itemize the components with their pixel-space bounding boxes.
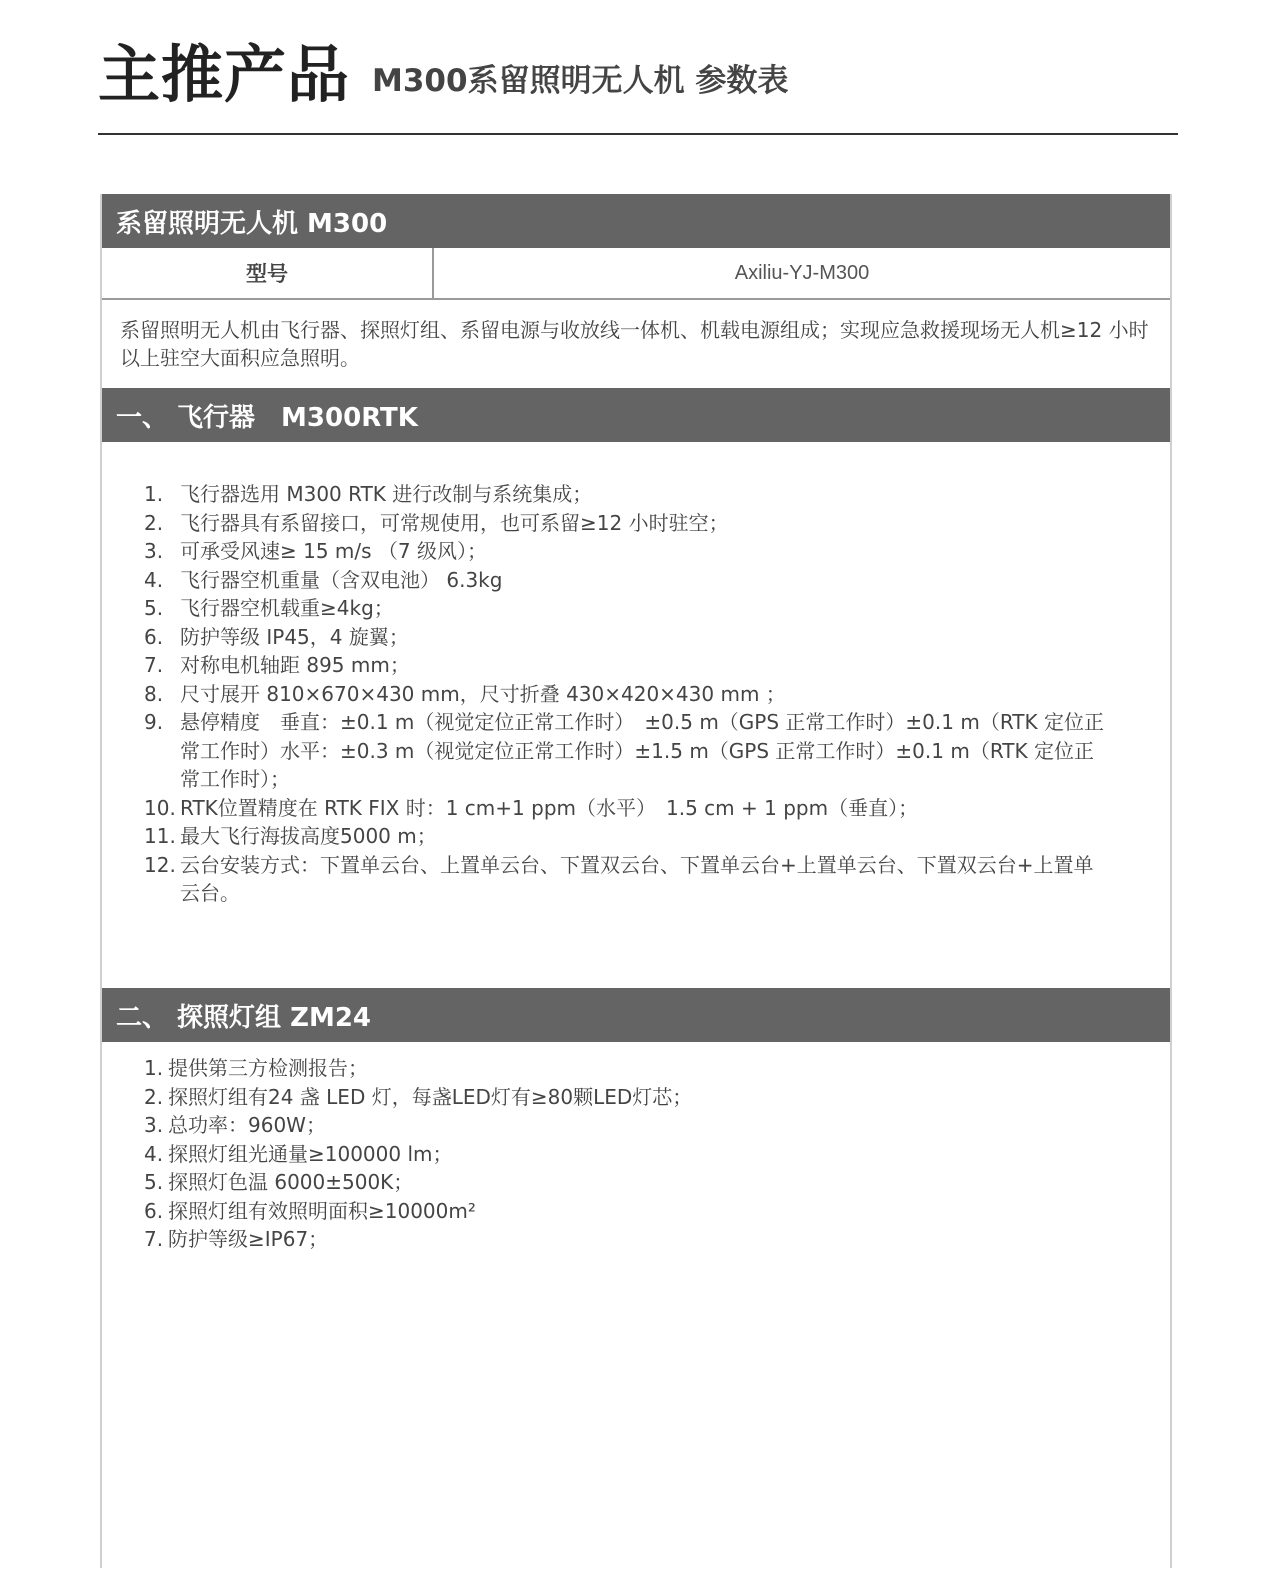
- item-text: 防护等级 IP45，4 旋翼；: [180, 624, 409, 649]
- list-item: [144, 680, 1110, 709]
- list-item: [144, 1083, 1110, 1112]
- item-number: 6.: [144, 624, 164, 649]
- list-item: [144, 594, 1110, 623]
- list-item: [144, 851, 1110, 908]
- spec-sheet: [100, 194, 1172, 1568]
- page-title: 主推产品: [98, 38, 351, 111]
- item-number: 2.: [144, 510, 164, 535]
- item-text: 探照灯组光通量≥100000 lm；: [168, 1141, 453, 1166]
- item-number: 5.: [144, 596, 164, 620]
- section-1-header: 一、 飞行器 M300RTK: [102, 388, 1170, 442]
- list-item: [144, 1197, 1110, 1226]
- list-item: [144, 794, 1110, 823]
- list-item: [144, 1225, 1110, 1254]
- model-value: Axiliu-YJ-M300: [734, 261, 870, 284]
- item-text: 云台安装方式：下置单云台、上置单云台、下置双云台、下置单云台+上置单云台、下置双云台+上置单云台。: [180, 852, 1094, 905]
- page-subtitle: M300系留照明无人机 参数表: [372, 63, 789, 99]
- item-text: 对称电机轴距 895 mm；: [180, 653, 410, 677]
- item-text: 飞行器选用 M300 RTK 进行改制与系统集成；: [180, 482, 593, 506]
- list-item: [144, 480, 1110, 509]
- list-item: [144, 822, 1110, 851]
- item-number: 1.: [144, 1056, 164, 1080]
- item-number: 7.: [144, 1227, 164, 1251]
- model-row: [102, 248, 1170, 300]
- list-item: [144, 1168, 1110, 1197]
- item-text: 可承受风速≥ 15 m/s （7 级风）；: [180, 539, 488, 563]
- item-number: 4.: [144, 1141, 164, 1166]
- item-text: 提供第三方检测报告；: [168, 1056, 368, 1080]
- table-title: 系留照明无人机 M300: [102, 194, 1170, 248]
- item-number: 10.: [144, 795, 176, 820]
- intro-text: 系留照明无人机由飞行器、探照灯组、系留电源与收放线一体机、机载电源组成；实现应急救援现场无人机≥12 小时以上驻空大面积应急照明。: [120, 318, 1149, 370]
- item-text: 悬停精度 垂直：±0.1 m（视觉定位正常工作时） ±0.5 m（GPS 正常工作时）±0.1 m（RTK 定位正常工作时）水平：±0.3 m（视觉定位正常工作时）±1.5 m（GPS 正常工作时）±0.1 m（RTK 定位正常工作时）；: [180, 710, 1104, 791]
- item-text: RTK位置精度在 RTK FIX 时：1 cm+1 ppm（水平） 1.5 cm + 1 ppm（垂直）；: [180, 795, 919, 820]
- item-number: 7.: [144, 653, 164, 677]
- list-item: [144, 651, 1110, 680]
- item-number: 8.: [144, 681, 164, 706]
- section-2-body: [102, 1042, 1170, 1582]
- item-text: 飞行器具有系留接口，可常规使用，也可系留≥12 小时驻空；: [180, 510, 729, 535]
- list-item: [144, 1054, 1110, 1083]
- item-number: 3.: [144, 1113, 164, 1137]
- list-item: [144, 708, 1110, 794]
- item-number: 6.: [144, 1198, 164, 1223]
- page-header: [98, 38, 1178, 112]
- item-text: 探照灯色温 6000±500K；: [168, 1170, 414, 1194]
- list-item: [144, 623, 1110, 652]
- item-text: 尺寸展开 810×670×430 mm，尺寸折叠 430×420×430 mm ；: [180, 681, 786, 706]
- list-item: [144, 1111, 1110, 1140]
- list-item: [144, 566, 1110, 595]
- item-number: 9.: [144, 710, 164, 734]
- section-2-header: 二、 探照灯组 ZM24: [102, 988, 1170, 1042]
- item-number: 5.: [144, 1170, 164, 1194]
- item-number: 2.: [144, 1084, 164, 1109]
- item-text: 飞行器空机载重≥4kg；: [180, 596, 394, 620]
- section-1-body: [102, 442, 1170, 988]
- model-label: 型号: [102, 248, 434, 298]
- item-number: 3.: [144, 539, 164, 563]
- list-item: [144, 509, 1110, 538]
- item-text: 总功率：960W；: [168, 1113, 326, 1137]
- item-number: 11.: [144, 824, 176, 848]
- item-text: 探照灯组有24 盏 LED 灯，每盏LED灯有≥80颗LED灯芯；: [168, 1084, 693, 1109]
- list-item: [144, 1140, 1110, 1169]
- item-text: 防护等级≥IP67；: [168, 1227, 329, 1251]
- section-1-list: [144, 480, 1110, 908]
- item-text: 飞行器空机重量（含双电池） 6.3kg: [180, 567, 503, 592]
- list-item: [144, 537, 1110, 566]
- item-number: 12.: [144, 852, 176, 877]
- item-text: 最大飞行海拔高度5000 m；: [180, 824, 437, 848]
- item-number: 4.: [144, 567, 164, 592]
- item-number: 1.: [144, 482, 164, 506]
- item-text: 探照灯组有效照明面积≥10000m²: [168, 1198, 476, 1223]
- section-2-list: [144, 1054, 1110, 1254]
- header-divider: [98, 133, 1178, 135]
